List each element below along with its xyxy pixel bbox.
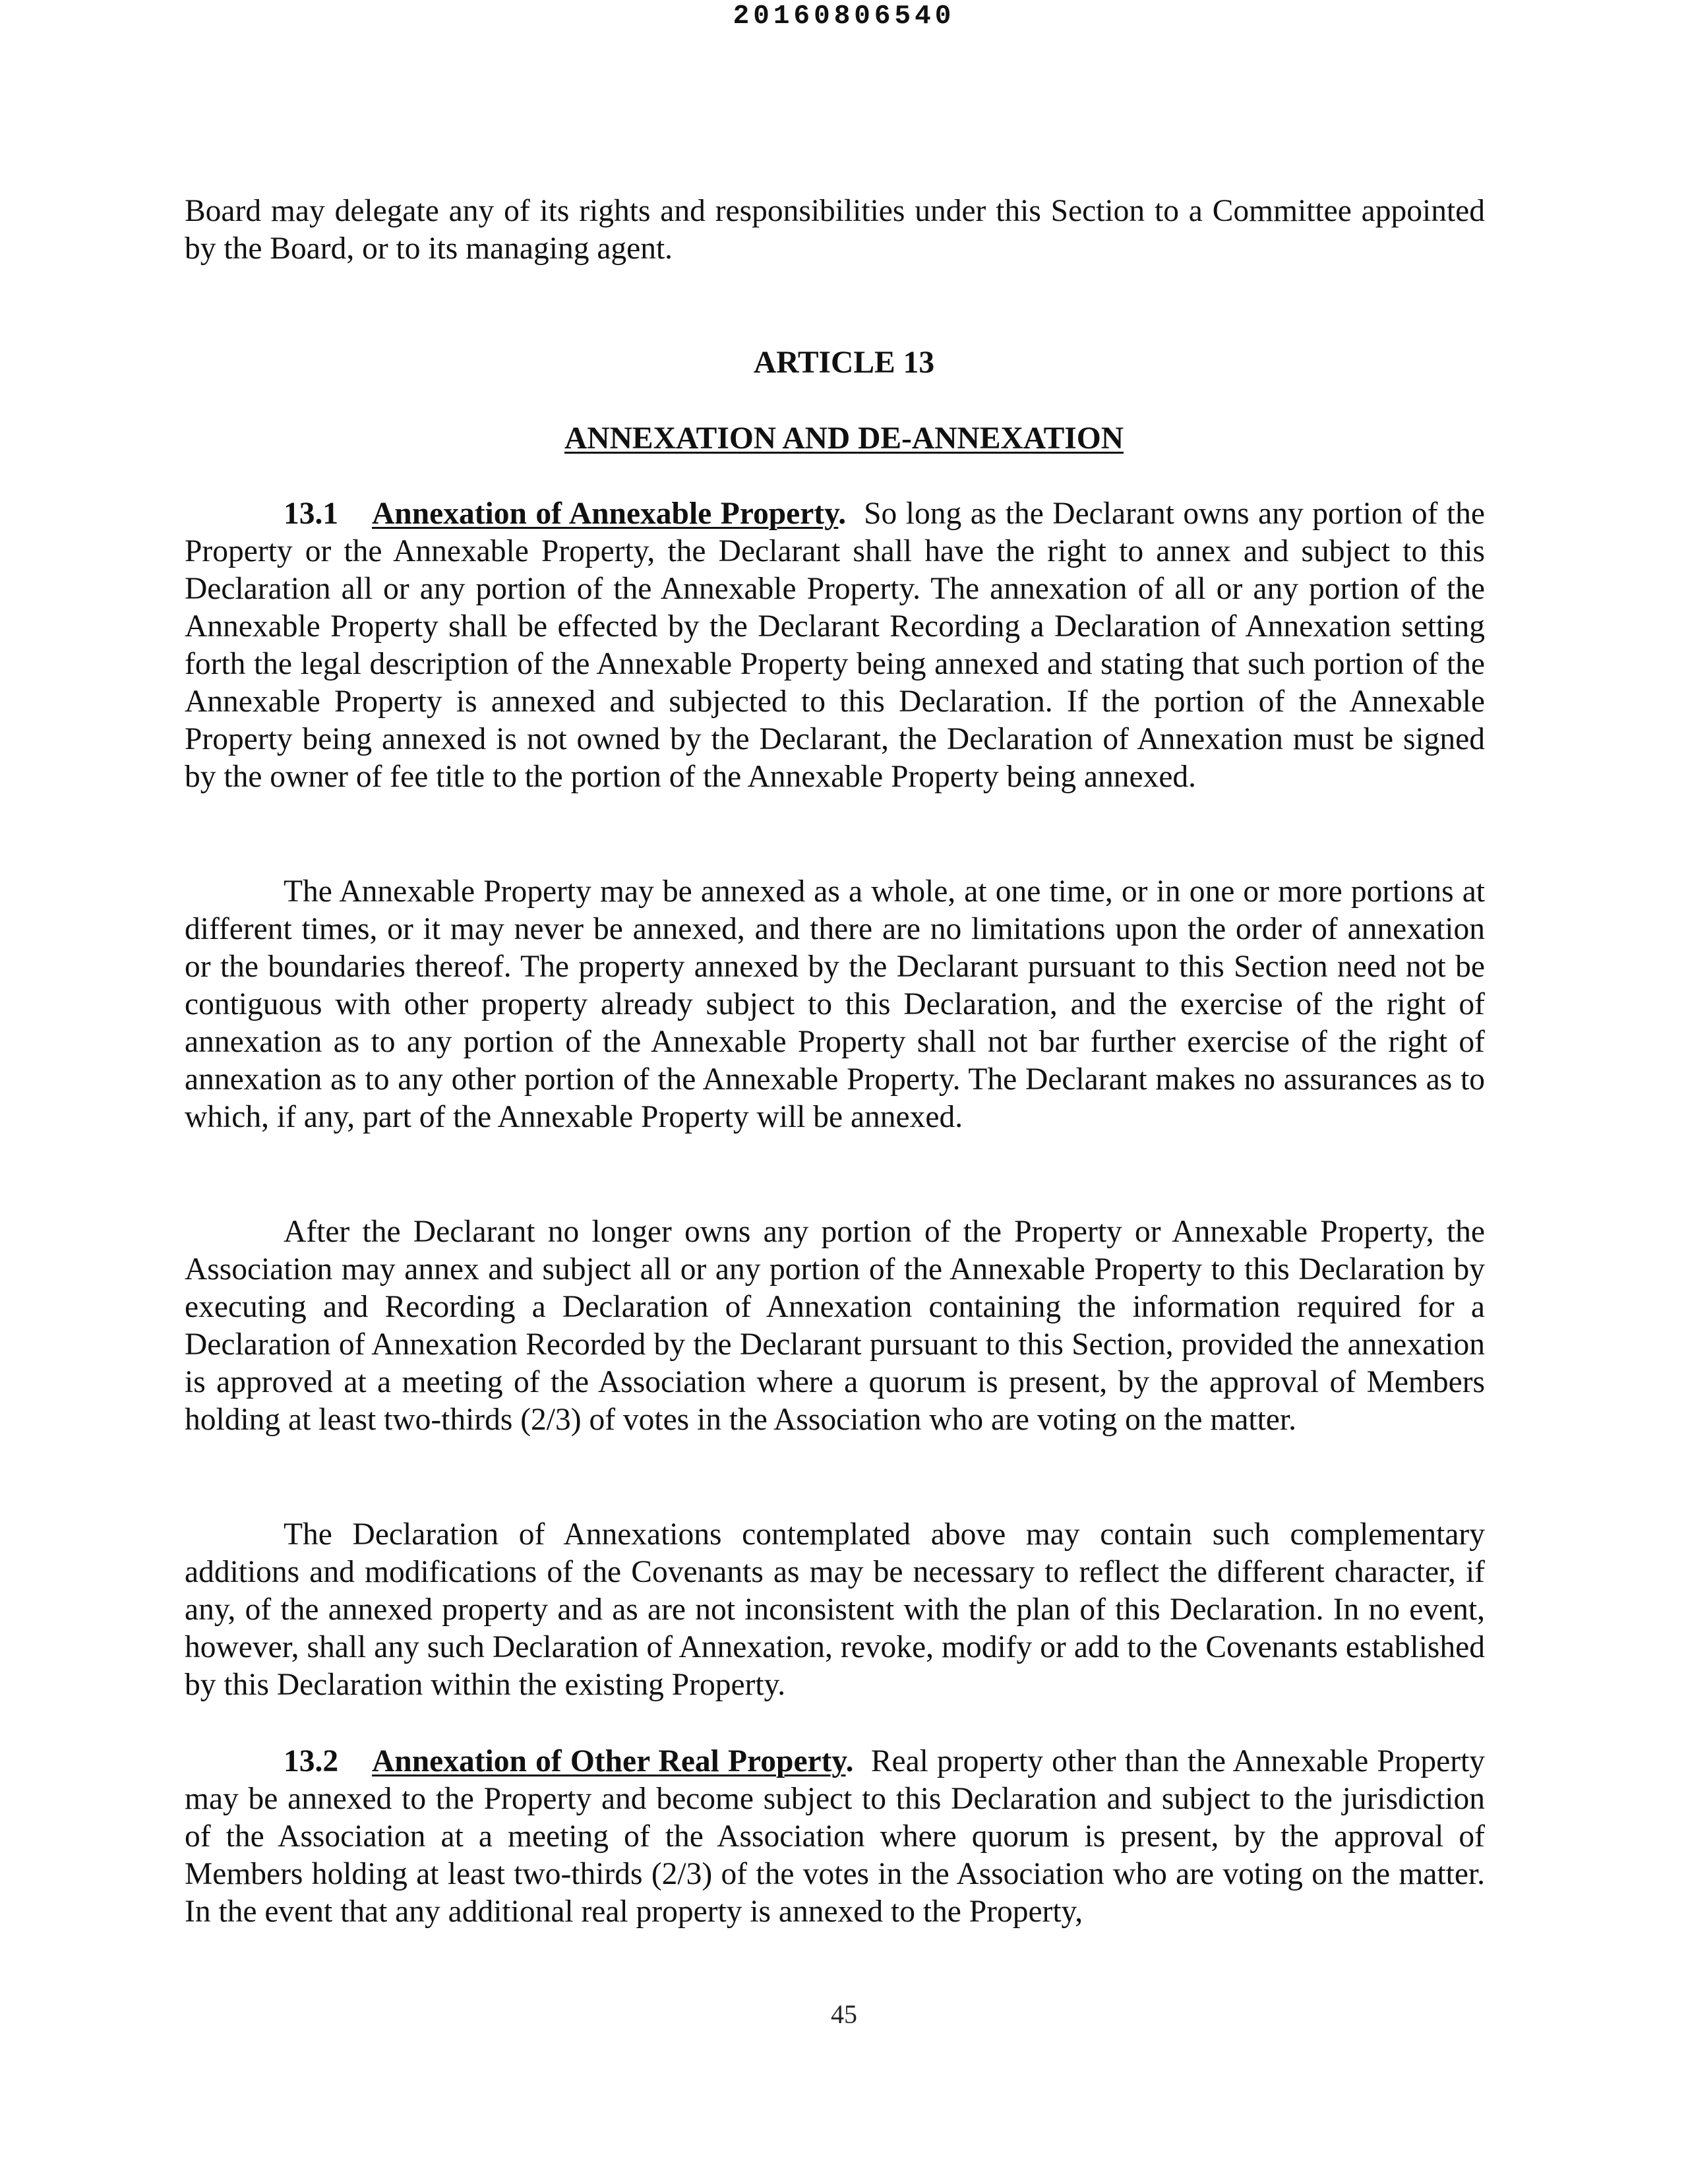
intro-paragraph: Board may delegate any of its rights and responsibilities under this Section to a Committee appointed by the Board, or to its managing agent. bbox=[185, 194, 1485, 266]
section-13-1-paragraph-4: The Declaration of Annexations contemplated above may contain such complementary additions and modifications of the Covenants as may be necessary to reflect the different character, if any, of the annexed property and as are not inconsistent with the plan of this Declaration. In no event, however, shall any such Declaration of Annexation, revoke, modify or add to the Covenants established by this Declaration within the existing Property. bbox=[185, 1517, 1485, 1702]
section-13-1-paragraph: 13.1 Annexation of Annexable Property. So long as the Declarant owns any portion of the Property or the Annexable Property, the Declarant shall have the right to annex and subject to this Declaration all or any portion of the Annexable Property. The annexation of all or any portion of the Annexable Property shall be effected by the Declarant Recording a Declaration of Annexation setting forth the legal description of the Annexable Property being annexed and stating that such portion of the Annexable Property is annexed and subjected to this Declaration. If the portion of the Annexable Property being annexed is not owned by the Declarant, the Declaration of Annexation must be signed by the owner of fee title to the portion of the Annexable Property being annexed. bbox=[185, 497, 1485, 794]
article-title-text: ANNEXATION AND DE-ANNEXATION bbox=[564, 421, 1124, 456]
page-number: 45 bbox=[831, 1999, 857, 2029]
section-13-1-paragraph-3: After the Declarant no longer owns any portion of the Property or Annexable Property, the Association may annex and subject all or any portion of the Annexable Property to this Declaration by executing and Recording a Declaration of Annexation containing the information required for a Declaration of Annexation Recorded by the Declarant pursuant to this Section, provided the annexation is approved at a meeting of the Association where a quorum is present, by the approval of Members holding at least two-thirds (2/3) of votes in the Association who are voting on the matter. bbox=[185, 1215, 1485, 1437]
section-13-2-paragraph: 13.2 Annexation of Other Real Property. Real property other than the Annexable Property may be annexed to the Property and become subject to this Declaration and subject to the jurisdiction of the Association at a meeting of the Association where quorum is present, by the approval of Members holding at least two-thirds (2/3) of the votes in the Association who are voting on the matter. In the event that any additional real property is annexed to the Property, bbox=[185, 1744, 1486, 1929]
section-13-1-paragraph-2: The Annexable Property may be annexed as a whole, at one time, or in one or more portions at different times, or it may never be annexed, and there are no limitations upon the order of annexation or the boundaries thereof. The property annexed by the Declarant pursuant to this Section need not be contiguous with other property already subject to this Declaration, and the exercise of the right of annexation as to any portion of the Annexable Property shall not bar further exercise of the right of annexation as to any other portion of the Annexable Property. The Declarant makes no assurances as to which, if any, part of the Annexable Property will be annexed. bbox=[185, 874, 1485, 1134]
article-number-heading: ARTICLE 13 bbox=[753, 346, 935, 380]
document-number: 20160806540 bbox=[733, 1, 955, 32]
article-title-heading bbox=[0, 420, 1688, 458]
section-13-2-title: Annexation of Other Real Property bbox=[372, 1744, 846, 1778]
section-13-2-number: 13.2 bbox=[284, 1744, 339, 1778]
section-13-1-number: 13.1 bbox=[284, 497, 339, 531]
section-13-1-title: Annexation of Annexable Property bbox=[372, 497, 839, 531]
section-13-2-text: Real property other than the Annexable Property may be annexed to the Property and become subject to this Declaration and subject to the jurisdiction of the Association at a meeting of the Association where quorum is present, by the approval of Members holding at least two-thirds (2/3) of the votes in the Association who are voting on the matter. In the event that any additional real property is annexed to the Property, bbox=[185, 1744, 1486, 1929]
section-13-1-text: So long as the Declarant owns any portion of the Property or the Annexable Property, the Declarant shall have the right to annex and subject to this Declaration all or any portion of the Annexable Property. The annexation of all or any portion of the Annexable Property shall be effected by the Declarant Recording a Declaration of Annexation setting forth the legal description of the Annexable Property being annexed and stating that such portion of the Annexable Property is annexed and subjected to this Declaration. If the portion of the Annexable Property being annexed is not owned by the Declarant, the Declaration of Annexation must be signed by the owner of fee title to the portion of the Annexable Property being annexed. bbox=[185, 497, 1485, 794]
